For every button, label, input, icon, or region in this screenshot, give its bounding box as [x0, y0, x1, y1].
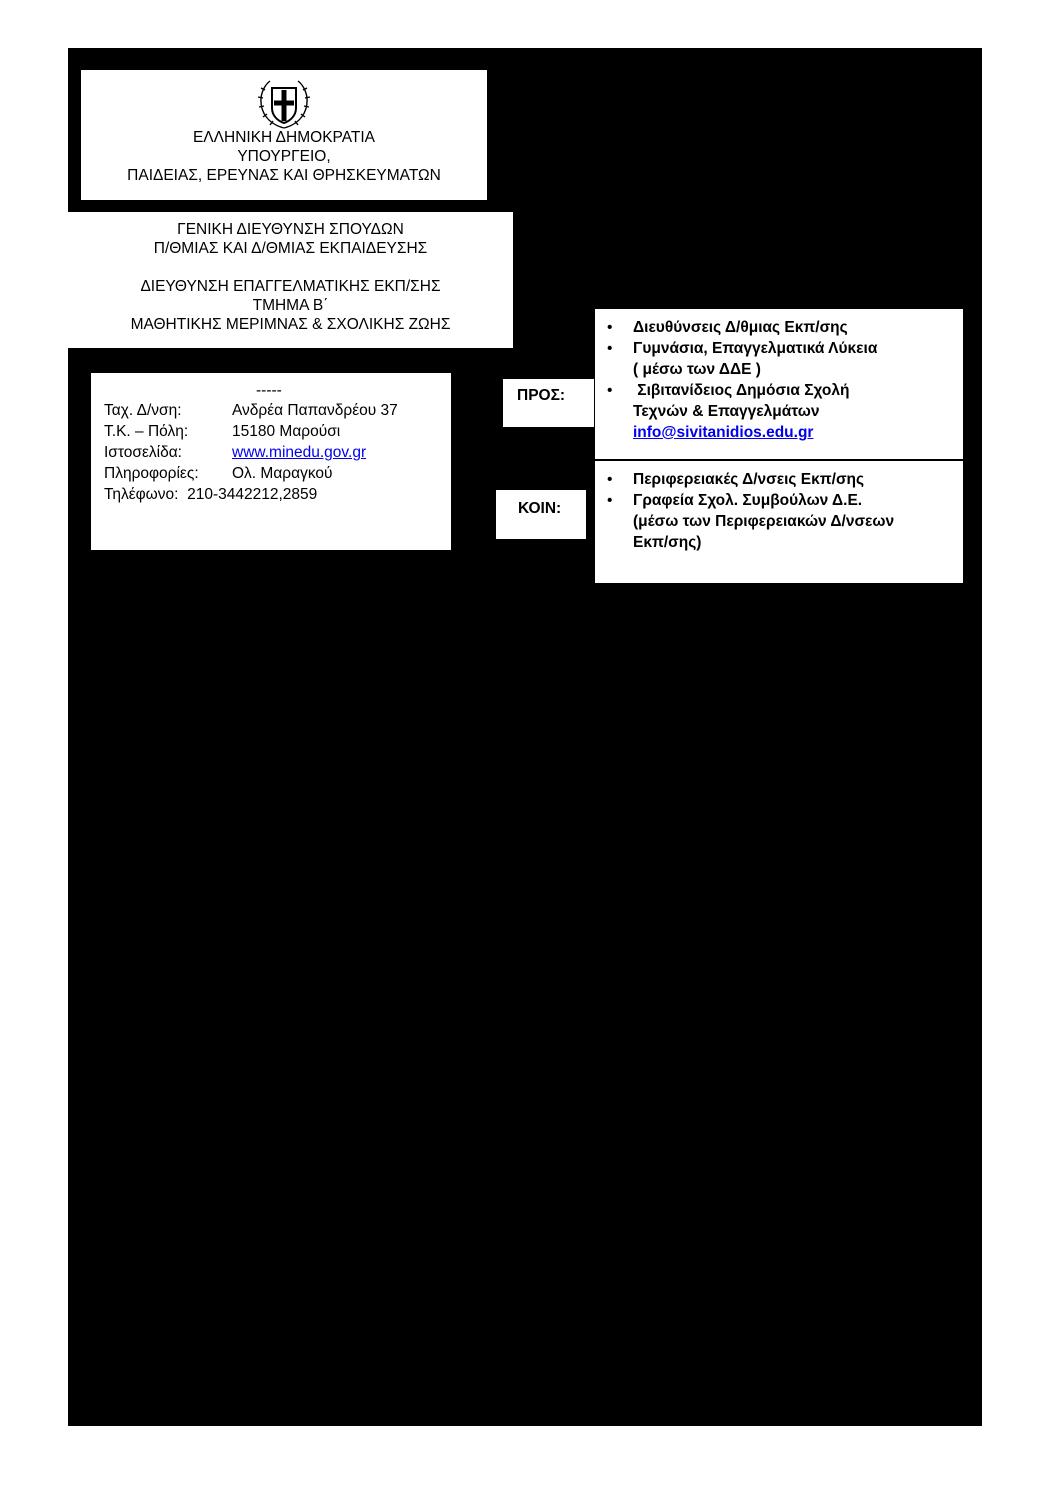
recipient-text: Διευθύνσεις Δ/θμιας Εκπ/σης — [633, 319, 848, 336]
ministry-header — [81, 70, 487, 200]
recipient-text: Περιφερειακές Δ/νσεις Εκπ/σης — [633, 471, 865, 488]
separator: ----- — [256, 382, 282, 399]
recipient-email-link[interactable]: info@sivitanidios.edu.gr — [633, 424, 814, 441]
contact-value: 210-3442212,2859 — [187, 486, 318, 503]
bullet-icon: • — [607, 382, 613, 399]
general-directorate-line-1: ΓΕΝΙΚΗ ΔΙΕΥΘΥΝΣΗ ΣΠΟΥΔΩΝ — [177, 221, 404, 238]
bullet-icon: • — [607, 492, 613, 509]
cc-list — [595, 469, 963, 553]
recipient-text: Γυμνάσια, Επαγγελματικά Λύκεια ( μέσω των ΔΔΕ ) — [633, 340, 878, 378]
department-description: ΜΑΘΗΤΙΚΗΣ ΜΕΡΙΜΝΑΣ & ΣΧΟΛΙΚΗΣ ΖΩΗΣ — [130, 316, 451, 333]
bullet-icon: • — [607, 340, 613, 357]
to-label: ΠΡΟΣ: — [517, 387, 566, 404]
general-directorate-line-2: Π/ΘΜΙΑΣ ΚΑΙ Δ/ΘΜΙΑΣ ΕΚΠΑΙΔΕΥΣΗΣ — [153, 240, 428, 257]
ministry-name-line-1: ΥΠΟΥΡΓΕΙΟ, — [237, 148, 331, 165]
directorate-block — [68, 212, 513, 348]
contact-label: Τηλέφωνο: — [104, 486, 179, 503]
cc-label-box — [496, 490, 586, 539]
list-item — [595, 469, 963, 490]
cc-label: ΚΟΙΝ: — [518, 500, 562, 517]
contact-row-website — [104, 443, 366, 462]
bullet-icon: • — [607, 319, 613, 336]
contact-label: Πληροφορίες: — [104, 465, 199, 482]
bullet-icon: • — [607, 471, 613, 488]
contact-row-postcode — [104, 422, 340, 441]
to-list — [595, 317, 963, 443]
list-item — [595, 338, 963, 380]
recipients-box — [595, 309, 963, 583]
contact-value: 15180 Μαρούσι — [232, 423, 341, 440]
contact-row-phone — [104, 485, 317, 504]
website-link[interactable]: www.minedu.gov.gr — [232, 444, 367, 461]
contact-value: Ανδρέα Παπανδρέου 37 — [232, 402, 398, 419]
contact-label: Ταχ. Δ/νση: — [104, 402, 182, 419]
to-label-box — [503, 379, 594, 427]
contact-label: Τ.Κ. – Πόλη: — [104, 423, 189, 440]
divider — [595, 459, 963, 461]
contact-row-info — [104, 464, 332, 483]
list-item — [595, 380, 963, 443]
contact-row-address — [104, 401, 398, 420]
contact-label: Ιστοσελίδα: — [104, 444, 182, 461]
greek-coat-of-arms-icon — [256, 76, 312, 132]
recipient-text: Σιβιτανίδειος Δημόσια Σχολή Τεχνών & Επαγγελμάτων — [633, 382, 850, 420]
department-name: ΤΜΗΜΑ Β΄ — [252, 297, 329, 314]
contact-value: Ολ. Μαραγκού — [232, 465, 333, 482]
country-name: ΕΛΛΗΝΙΚΗ ΔΗΜΟΚΡΑΤΙΑ — [192, 129, 376, 146]
list-item — [595, 490, 963, 553]
directorate-name: ΔΙΕΥΘΥΝΣΗ ΕΠΑΓΓΕΛΜΑΤΙΚΗΣ ΕΚΠ/ΣΗΣ — [140, 278, 441, 295]
recipient-text: Γραφεία Σχολ. Συμβούλων Δ.Ε. (μέσω των Περιφερειακών Δ/νσεων Εκπ/σης) — [633, 492, 895, 551]
ministry-name-line-2: ΠΑΙΔΕΙΑΣ, ΕΡΕΥΝΑΣ ΚΑΙ ΘΡΗΣΚΕΥΜΑΤΩΝ — [127, 167, 441, 184]
contact-info — [91, 373, 451, 550]
list-item — [595, 317, 963, 338]
